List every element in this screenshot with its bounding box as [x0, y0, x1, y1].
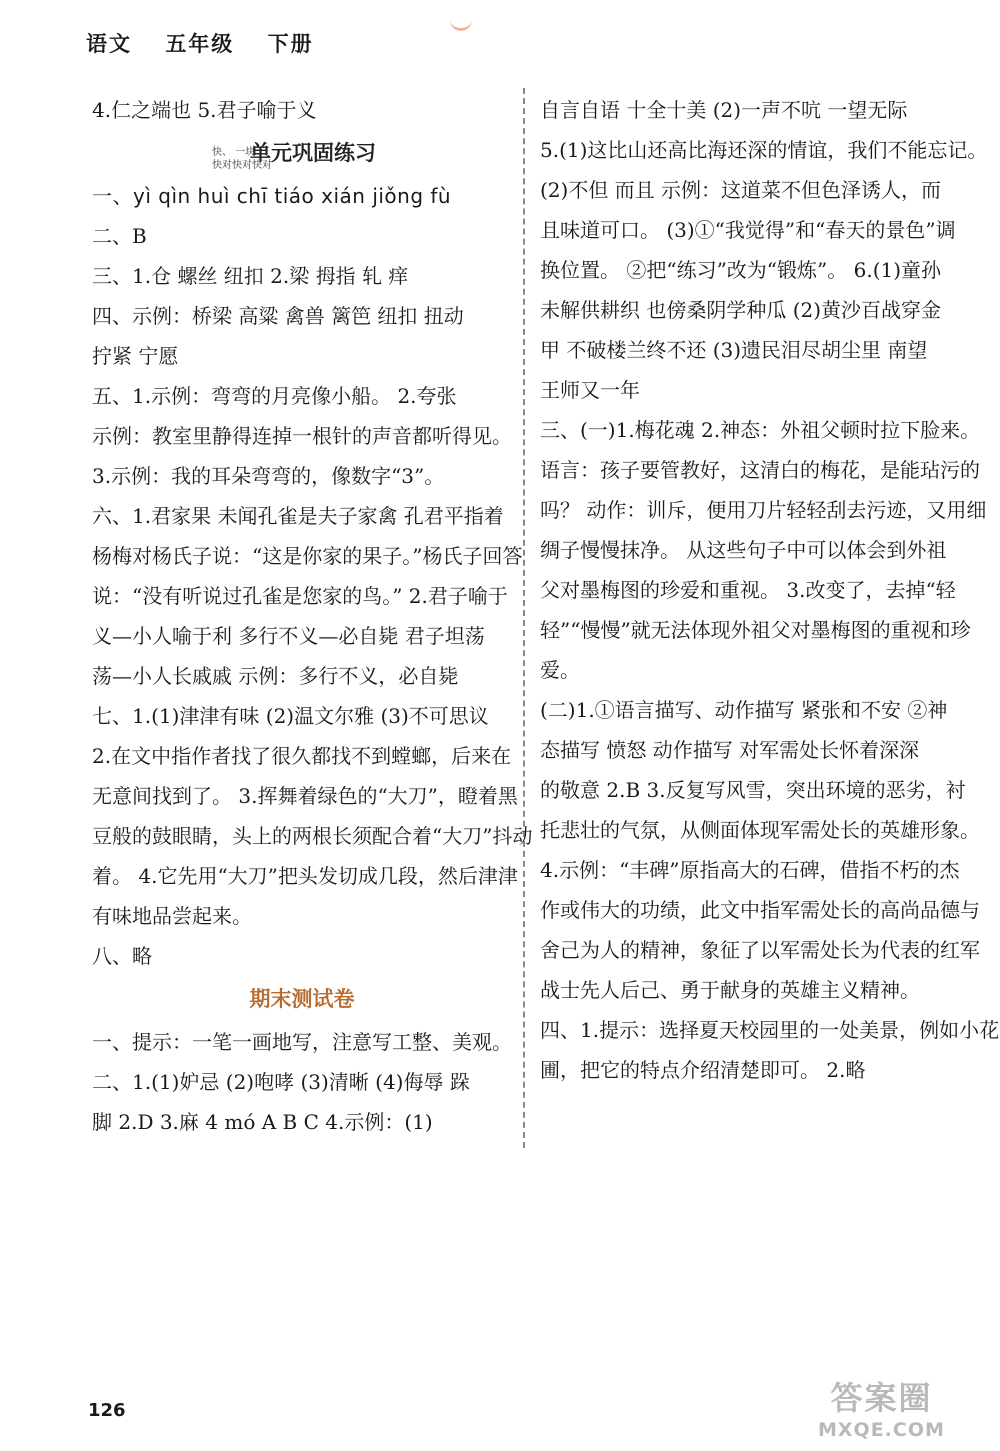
column-divider [523, 88, 525, 1148]
site-watermark [818, 1378, 945, 1442]
answer-line: 舍己为人的精神，象征了以军需处长为代表的红军 [540, 938, 980, 962]
page-header [86, 28, 338, 58]
answer-line: 的敬意 2.B 3.反复写风雪，突出环境的恶劣，衬 [540, 778, 966, 802]
answer-line: 换位置。 ②把“练习”改为“锻炼”。 6.(1)童孙 [540, 258, 942, 282]
answer-line: 五、1.示例：弯弯的月亮像小船。 2.夸张 [92, 384, 457, 408]
header-volume: 下册 [267, 31, 314, 56]
answer-line: 义—小人喻于利 多行不义—必自毙 君子坦荡 [92, 624, 485, 648]
watermark-url: MXQE.COM [818, 1419, 945, 1441]
top-decoration [450, 18, 472, 31]
answer-line: 圃，把它的特点介绍清楚即可。 2.略 [540, 1058, 866, 1082]
answer-line: 轻”“慢慢”就无法体现外祖父对墨梅图的重视和珍 [540, 618, 971, 642]
answer-line: 二、1.(1)妒忌 (2)咆哮 (3)清晰 (4)侮辱 跺 [92, 1070, 470, 1094]
answer-line: 三、1.仓 螺丝 纽扣 2.梁 拇指 轧 痒 [92, 264, 409, 288]
answer-line: 二、B [92, 224, 147, 248]
final-exam-heading: 期末测试卷 [249, 986, 355, 1011]
answer-line: 王师又一年 [540, 378, 640, 402]
answer-line: (二)1.①语言描写、动作描写 紧张和不安 ②神 [540, 698, 948, 722]
answer-line: 无意间找到了。 3.挥舞着绿色的“大刀”，瞪着黑 [92, 784, 518, 808]
header-subject: 语文 [86, 31, 132, 56]
answer-line: 作或伟大的功绩，此文中指军需处长的高尚品德与 [540, 898, 980, 922]
answer-line: 4.仁之端也 5.君子喻于义 [92, 98, 317, 122]
handwritten-note [212, 146, 272, 172]
answer-line: 八、略 [92, 944, 152, 968]
answer-line: 自言自语 十全十美 (2)一声不吭 一望无际 [540, 98, 908, 122]
answer-line: 语言：孩子要管教好，这清白的梅花，是能玷污的 [540, 458, 980, 482]
answer-line: 3.示例：我的耳朵弯弯的，像数字“3”。 [92, 464, 445, 488]
note-line: 快对快对快对 [212, 160, 272, 171]
answer-line: 吗？ 动作：训斥，便用刀片轻轻刮去污迹，又用细 [540, 498, 987, 522]
answer-line: (2)不但 而且 示例：这道菜不但色泽诱人，而 [540, 178, 942, 202]
answer-line: 杨梅对杨氏子说：“这是你家的果子。”杨氏子回答 [92, 544, 523, 568]
answer-line: 六、1.君家果 未闻孔雀是夫子家禽 孔君平指着 [92, 504, 504, 528]
answer-line: 且味道可口。 (3)①“我觉得”和“春天的景色”调 [540, 218, 956, 242]
answer-line: 脚 2.D 3.麻 4 mó A B C 4.示例：(1) [92, 1110, 433, 1134]
watermark-logo-text: 答案圈 [830, 1379, 933, 1417]
answer-line: 荡—小人长戚戚 示例：多行不义，必自毙 [92, 664, 459, 688]
answer-line: 5.(1)这比山还高比海还深的情谊，我们不能忘记。 [540, 138, 988, 162]
answer-line: 托悲壮的气氛，从侧面体现军需处长的英雄形象。 [540, 818, 980, 842]
header-grade: 五年级 [165, 31, 235, 56]
answer-line: 甲 不破楼兰终不还 (3)遗民泪尽胡尘里 南望 [540, 338, 928, 362]
answer-line: 战士先人后己、勇于献身的英雄主义精神。 [540, 978, 920, 1002]
answer-line: 未解供耕织 也傍桑阴学种瓜 (2)黄沙百战穿金 [540, 298, 942, 322]
answer-line: 父对墨梅图的珍爱和重视。 3.改变了，去掉“轻 [540, 578, 956, 602]
right-column [540, 90, 1000, 1090]
answer-line: 一、提示：一笔一画地写，注意写工整、美观。 [92, 1030, 512, 1054]
answer-line: 着。 4.它先用“大刀”把头发切成几段，然后津津 [92, 864, 518, 888]
answer-line: 七、1.(1)津津有味 (2)温文尔雅 (3)不可思议 [92, 704, 489, 728]
answer-line: 态描写 愤怒 动作描写 对军需处长怀着深深 [540, 738, 920, 762]
pinyin-answer-line: 一、yì qìn huì chī tiáo xián jiǒng fù [92, 184, 452, 208]
answer-line: 四、1.提示：选择夏天校园里的一处美景，例如小花 [540, 1018, 1000, 1042]
answer-line: 拧紧 宁愿 [92, 344, 179, 368]
answer-line: 三、(一)1.梅花魂 2.神态：外祖父顿时拉下脸来。 [540, 418, 981, 442]
note-line: 快、 一块 [212, 147, 256, 158]
answer-line: 绸子慢慢抹净。 从这些句子中可以体会到外祖 [540, 538, 947, 562]
answer-line: 豆般的鼓眼睛，头上的两根长须配合着“大刀”抖动 [92, 824, 533, 848]
unit-practice-heading: 单元巩固练习 [250, 140, 376, 165]
answer-line: 2.在文中指作者找了很久都找不到螳螂，后来在 [92, 744, 512, 768]
left-column [92, 90, 533, 1142]
page-number: 126 [88, 1400, 126, 1421]
answer-line: 有味地品尝起来。 [92, 904, 252, 928]
answer-line: 4.示例：“丰碑”原指高大的石碑，借指不朽的杰 [540, 858, 960, 882]
answer-line: 爱。 [540, 658, 580, 682]
answer-line: 说：“没有听说过孔雀是您家的鸟。” 2.君子喻于 [92, 584, 508, 608]
answer-line: 四、示例：桥梁 高粱 禽兽 篱笆 纽扣 扭动 [92, 304, 464, 328]
answer-line: 示例：教室里静得连掉一根针的声音都听得见。 [92, 424, 512, 448]
